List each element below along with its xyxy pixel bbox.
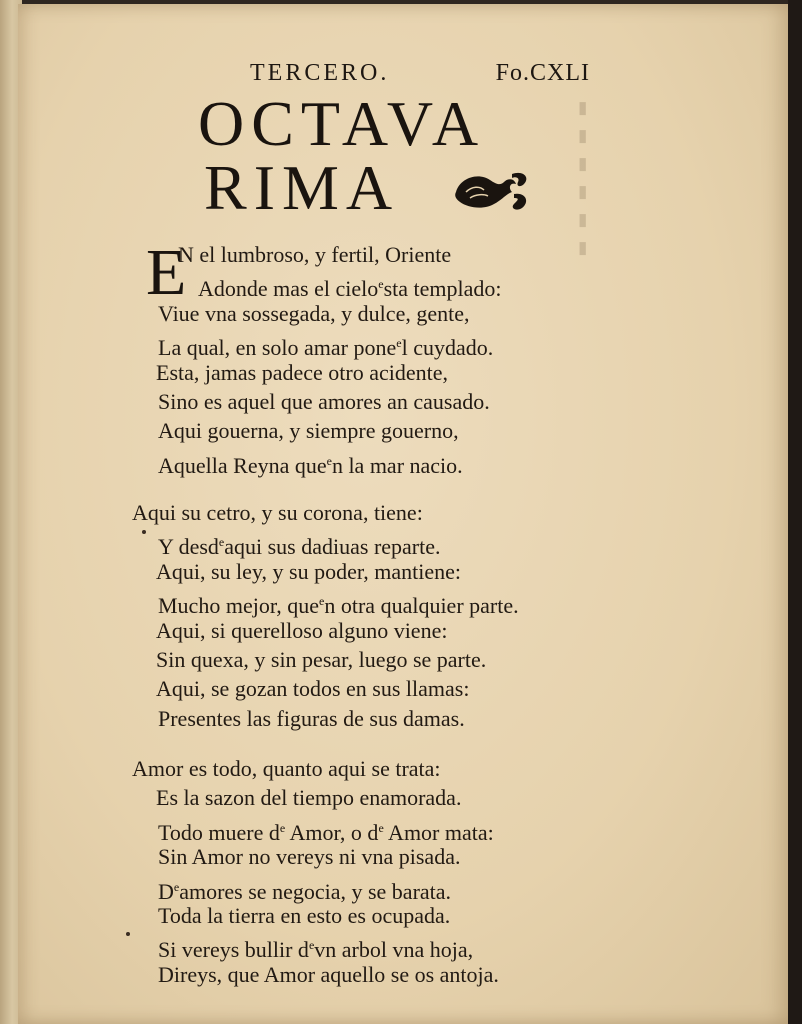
verse-line: Aqui, si querelloso alguno viene:: [156, 617, 448, 643]
verse-line: Sino es aquel que amores an causado.: [158, 389, 490, 414]
scan-background-edge: [788, 0, 802, 1024]
verse-line: La qual, en solo amar pone$^e$l cuydado.: [158, 335, 494, 361]
title-line-2: RIMA: [204, 152, 400, 223]
bleed-through-shadow: ▮ ▮ ▮ ▮ ▮ ▮: [578, 98, 588, 257]
verse-line: Si vereys bullir $d^evn$ arbol vna hoja,: [158, 937, 474, 963]
verse-line: Aqui, su ley, y su poder, mantiene:: [156, 558, 462, 584]
verse-line: Sin Amor no vereys ni vna pisada.: [158, 844, 461, 870]
verse-line: Aqui, se gozan todos en sus llamas:: [156, 676, 470, 702]
running-head: [250, 60, 590, 90]
verse-line: Amor es todo, quanto aqui se trata:: [132, 756, 441, 781]
verse-line: Deamores se negocia, y se barata.: [158, 878, 452, 904]
verse-line: Aqui su cetro, y su corona, tiene:: [132, 500, 423, 525]
title-line-1: OCTAVA: [198, 88, 486, 159]
fleuron-ornament-icon: [450, 164, 532, 216]
verse-line: N el lumbroso, y fertil, Oriente: [178, 242, 452, 267]
drop-capital: E: [146, 236, 187, 309]
verse-line: Presentes las figuras de sus damas.: [158, 705, 465, 731]
margin-mark: [142, 530, 146, 534]
verse-line: Todo muere $d^e$ Amor, o $d^e$ Amor mata:: [158, 819, 494, 845]
verse-line: Aquella Reyna que$^e$n la mar nacio.: [158, 452, 463, 478]
running-head-section: TERCERO.: [250, 60, 390, 86]
verse-line: Mucho mejor, que$^e$n otra qualquier parte.: [158, 593, 519, 619]
verse-line: Es la sazon del tiempo enamorada.: [156, 785, 462, 811]
verse-line: Adonde mas el cielo$^e$sta templado:: [198, 276, 502, 302]
margin-mark: [126, 932, 130, 936]
verse-line: Sin quexa, y sin pesar, luego se parte.: [156, 647, 487, 672]
verse-line: Esta, jamas padece otro acidente,: [156, 359, 448, 385]
verse-line: Toda la tierra en esto es ocupada.: [158, 903, 451, 928]
verse-line: Aqui gouerna, y siempre gouerno,: [158, 418, 459, 444]
folio-number: Fo.CXLI: [495, 60, 590, 86]
book-page: [18, 4, 790, 1024]
verse-line: Y desd$^e$aqui sus dadiuas reparte.: [158, 534, 441, 560]
verse-line: Direys, que Amor aquello se os antoja.: [158, 961, 499, 987]
verse-line: Viue vna sossegada, y dulce, gente,: [158, 300, 470, 326]
